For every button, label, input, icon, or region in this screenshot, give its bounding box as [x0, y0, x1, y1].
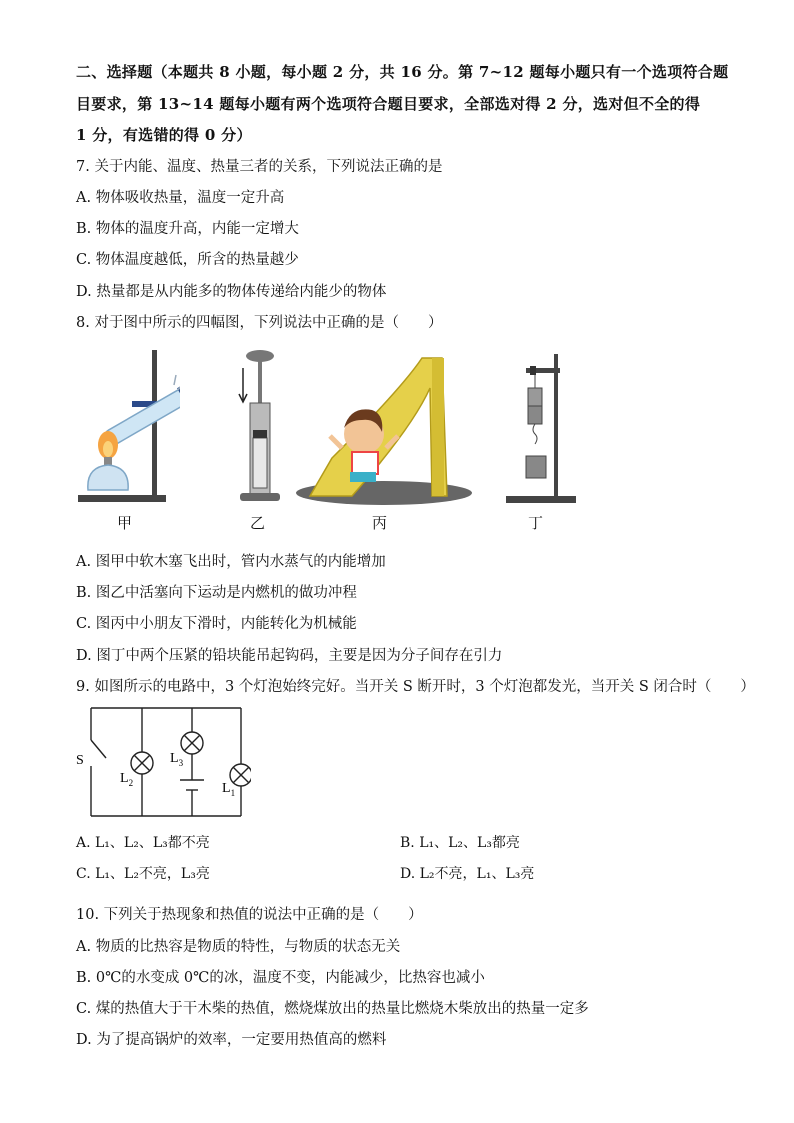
q9-option-c: C. L₁、L₂不亮，L₃亮 — [76, 866, 210, 882]
label-l3: $L_3$ — [170, 751, 184, 768]
q9-option-d: D. L₂不亮，L₁、L₃亮 — [400, 866, 535, 882]
q10-option-c: C. 煤的热值大于干木柴的热值，燃烧煤放出的热量比燃烧木柴放出的热量一定多 — [76, 1001, 589, 1017]
q7-option-d: D. 热量都是从内能多的物体传递给内能少的物体 — [76, 284, 387, 300]
q7-option-c: C. 物体温度越低，所含的热量越少 — [76, 252, 299, 268]
figure-caption-yi: 乙 — [250, 514, 266, 532]
section-header-line3: 1 分，有选错的得 0 分） — [76, 126, 252, 144]
label-switch-s: S — [76, 753, 84, 768]
section-header-line1: 二、选择题（本题共 8 小题，每小题 2 分，共 16 分。第 7~12 题每小题只有一个选项符合题 — [76, 63, 729, 81]
q8-stem: 8. 对于图中所示的四幅图，下列说法中正确的是（ ） — [76, 315, 443, 331]
figure-circuit-diagram — [76, 704, 251, 822]
q10-option-b: B. 0℃的水变成 0℃的冰，温度不变，内能减少，比热容也减小 — [76, 970, 485, 986]
figure-ding-lead-blocks — [502, 348, 582, 508]
figure-caption-ding: 丁 — [528, 514, 544, 532]
q10-option-a: A. 物质的比热容是物质的特性，与物质的状态无关 — [76, 939, 401, 955]
q9-stem: 9. 如图所示的电路中，3 个灯泡始终完好。当开关 S 断开时，3 个灯泡都发光，当开关 S 闭合时（ ） — [76, 679, 755, 695]
figure-caption-jia: 甲 — [117, 514, 133, 532]
q8-option-a: A. 图甲中软木塞飞出时，管内水蒸气的内能增加 — [76, 554, 386, 570]
q9-option-a: A. L₁、L₂、L₃都不亮 — [76, 835, 210, 851]
q8-option-c: C. 图丙中小朋友下滑时，内能转化为机械能 — [76, 616, 357, 632]
q9-option-b: B. L₁、L₂、L₃都亮 — [400, 835, 520, 851]
q8-option-b: B. 图乙中活塞向下运动是内燃机的做功冲程 — [76, 585, 357, 601]
q7-option-a: A. 物体吸收热量，温度一定升高 — [76, 190, 285, 206]
figure-yi-piston-cylinder — [234, 348, 284, 508]
label-l2: $L_2$ — [120, 771, 134, 788]
figure-bing-slide — [292, 348, 472, 508]
q7-stem: 7. 关于内能、温度、热量三者的关系，下列说法正确的是 — [76, 159, 443, 175]
q8-option-d: D. 图丁中两个压紧的铅块能吊起钩码，主要是因为分子间存在引力 — [76, 648, 503, 664]
section-header-line2: 目要求，第 13~14 题每小题有两个选项符合题目要求，全部选对得 2 分，选对但不全的得 — [76, 95, 701, 113]
figure-jia-test-tube — [70, 345, 180, 510]
q7-option-b: B. 物体的温度升高，内能一定增大 — [76, 221, 299, 237]
figure-caption-bing: 丙 — [372, 514, 388, 532]
q10-stem: 10. 下列关于热现象和热值的说法中正确的是（ ） — [76, 907, 423, 923]
q10-option-d: D. 为了提高锅炉的效率，一定要用热值高的燃料 — [76, 1032, 387, 1048]
label-l1: $L_1$ — [222, 781, 236, 798]
